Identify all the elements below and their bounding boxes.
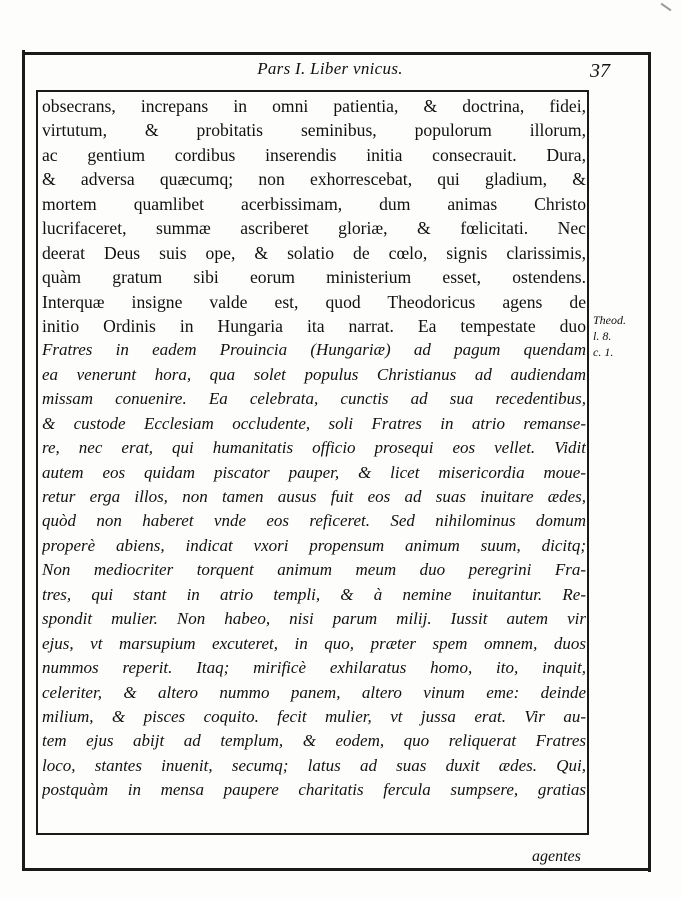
text-line: & custode Ecclesiam occludente, soli Fratres in atrio remanse- bbox=[42, 413, 586, 433]
text-line: deerat Deus suis ope, & solatio de cœlo, signis clarissimis, bbox=[42, 242, 586, 263]
text-line: milium, & pisces coquito. fecit mulier, vt jussa erat. Vir au- bbox=[42, 706, 586, 726]
text-line: tem ejus abijt ad templum, & eodem, quo reliquerat Fratres bbox=[42, 731, 586, 751]
text-line: celeriter, & altero nummo panem, altero vinum eme: deinde bbox=[42, 682, 586, 702]
text-line: quòd non haberet vnde eos reficeret. Sed nihilominus domum bbox=[42, 511, 586, 531]
text-line: loco, stantes inuenit, secumq; latus ad suas duxit ædes. Qui, bbox=[42, 755, 586, 775]
margin-note-line: l. 8. bbox=[593, 329, 612, 343]
text-box-rule-top bbox=[36, 90, 589, 92]
margin-note-line: c. 1. bbox=[593, 345, 614, 359]
text-line: quàm gratum sibi eorum ministerium esset, ostendens. bbox=[42, 267, 586, 288]
text-line: ac gentium cordibus inserendis initia consecrauit. Dura, bbox=[42, 144, 586, 165]
text-line: Interquæ insigne valde est, quod Theodoricus agens de bbox=[42, 291, 586, 312]
frame-rule-bottom bbox=[22, 868, 650, 871]
text-line: tres, qui stant in atrio templi, & à nemine inuitantur. Re- bbox=[42, 584, 586, 604]
text-line: initio Ordinis in Hungaria ita narrat. Ea tempestate duo bbox=[42, 315, 586, 336]
text-line: Non mediocriter torquent animum meum duo peregrini Fra- bbox=[42, 560, 586, 580]
page-number: 37 bbox=[590, 60, 610, 82]
text-line: lucrifaceret, summæ ascriberet gloriæ, & fœlicitati. Nec bbox=[42, 218, 586, 239]
corner-mark bbox=[661, 3, 672, 12]
text-box-rule-bottom bbox=[36, 833, 589, 835]
text-line: ejus, vt marsupium excuteret, in quo, præter spem omnem, duos bbox=[42, 633, 586, 653]
margin-note-line: Theod. bbox=[593, 313, 626, 327]
body-text bbox=[42, 94, 586, 803]
text-line: mortem quamlibet acerbissimam, dum animas Christo bbox=[42, 193, 586, 214]
text-line: nummos reperit. Itaq; mirificè exhilaratus homo, ito, inquit, bbox=[42, 658, 586, 678]
text-box-rule-left bbox=[36, 90, 38, 835]
frame-rule-top bbox=[22, 52, 650, 55]
text-line: virtutum, & probitatis seminibus, populorum illorum, bbox=[42, 120, 586, 141]
text-line: re, nec erat, qui humanitatis officio prosequi eos vellet. Vidit bbox=[42, 438, 586, 458]
text-line: retur erga illos, non tamen ausus fuit eos ad suas inuitare ædes, bbox=[42, 487, 586, 506]
text-line: autem eos quidam piscator pauper, & licet misericordia moue- bbox=[42, 462, 586, 482]
frame-rule-right bbox=[648, 52, 651, 872]
catchword: agentes bbox=[532, 848, 581, 865]
text-line: ea venerunt hora, qua solet populus Christianus ad audiendam bbox=[42, 364, 586, 384]
frame-rule-left bbox=[22, 50, 25, 870]
text-line: postquàm in mensa paupere charitatis fercula sumpsere, gratias bbox=[42, 780, 586, 800]
margin-note bbox=[593, 312, 643, 360]
text-line: properè abiens, indicat vxori propensum animum suum, dicitq; bbox=[42, 535, 586, 555]
text-box-rule-right bbox=[587, 90, 589, 835]
text-line: missam conuenire. Ea celebrata, cunctis ad sua recedentibus, bbox=[42, 389, 586, 409]
text-line: Fratres in eadem Prouincia (Hungariæ) ad pagum quendam bbox=[42, 340, 586, 360]
running-header: Pars I. Liber vnicus. bbox=[257, 59, 403, 78]
text-line: obsecrans, increpans in omni patientia, & doctrina, fidei, bbox=[42, 96, 586, 116]
text-line: & adversa quæcumq; non exhorrescebat, qui gladium, & bbox=[42, 169, 586, 190]
text-line: spondit mulier. Non habeo, nisi parum milij. Iussit autem vir bbox=[42, 609, 586, 629]
